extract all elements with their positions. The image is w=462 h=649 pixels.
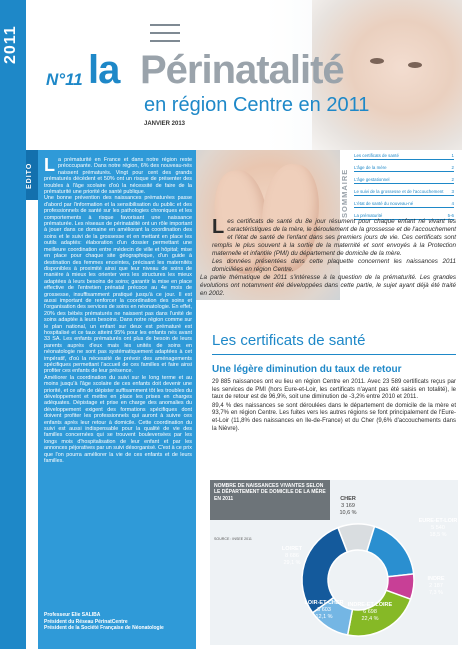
sommaire-label: SOMMAIRE (340, 168, 349, 218)
section-divider (212, 354, 456, 355)
baby-eye-right (408, 62, 422, 68)
intro-paragraph-1 (212, 218, 456, 258)
pie-label-indre-et-loire-name: INDRE-ET-LOIRE (347, 602, 393, 608)
chart-title: NOMBRE DE NAISSANCES VIVANTES SELON LE DÉPARTEMENT DE DOMICILE DE LA MÈRE EN 2011 (210, 480, 330, 520)
left-stripe (0, 0, 26, 649)
sommaire-item-label: L'âge gestationnel (354, 177, 390, 182)
sommaire-item-page: 4 (451, 201, 454, 206)
pie-label-loiret-percent: 29,1 % (283, 560, 301, 566)
pie-label-indre-name: INDRE (427, 576, 445, 582)
pie-label-loir-et-cher-percent: 12,1 % (315, 614, 333, 620)
sommaire-item-page: 2 (451, 177, 454, 182)
pie-label-cher-count: 3 169 (341, 503, 355, 509)
pie-label-loir-et-cher-count: 3 603 (317, 607, 331, 613)
sommaire-item-page: 1 (451, 153, 454, 158)
edito-dropcap: L (44, 155, 55, 175)
sommaire-item[interactable] (354, 172, 454, 184)
sommaire-item-page: 5-6 (447, 213, 454, 218)
edito-paragraph-3: Améliorer la coordination du suivi sur le long terme et au moins jusqu'à l'âge scolaire de ces enfants doit devenir une priorité, et ce afin de dépister suffisamment tôt les troubles du développement et mettre en place les prises en charges adéquates. Dépistage et prise en charge des anomalies du développement exigent des formations spécifiques dont doivent profiter les professionnels qui auront à suivre ces enfants après leur retour à domicile. Cette coordination du suivi est aussi indispensable pour la qualité de vie des familles concernées qui se trouvent bouleversées par les longs mois d'hospitalisation de leur enfant et par les annonces péjoratives par un suivi désorganisé. C'est à ce prix que l'on pourra améliorer la vie de ces enfants et de leurs familles. (44, 374, 192, 465)
sommaire-item[interactable] (354, 196, 454, 208)
section-body (212, 379, 456, 434)
section-paragraph-1: 29 885 naissances ont eu lieu en région Centre en 2011. Avec 23 589 certificats reçus par les services de PMI (hors Eure-et-Loir, les certificats n'ayant pas été saisis en totalité), le taux de retour est de 96,9%, soit une diminution de -3,2% entre 2010 et 2011. (212, 379, 456, 401)
edito-paragraph-2: Une bonne prévention des naissances prématurées passe d'abord par l'information et la sensibilisation du public et des professionnels de santé sur les pathologies chroniques et les comportements à risque favorisant une naissance prématurée. Les réseaux de périnatalité ont un rôle important à jouer dans ce domaine en améliorant la coordination des soins et le suivi de la grossesse et en mettant en place les outils adaptés: élaboration d'un dossier permettant une meilleure coordination entre médecin de ville et hôpital; mise en place pour chaque site géographique, d'un guide à destination des femmes enceintes, précisant les maternités disponibles à proximité ainsi que leur niveau de soins de manière à mieux les orienter vers les structures les mieux adaptées à leurs besoins de soins; garantir la mise en place effective de l'entretien prénatal précoce au 4e mois de grossesse, insuffisamment pratiqué jusqu'à ce jour. Il est aussi important de renforcer la coordination des soins et l'organisation des services de soins en néonatologie. En effet, 20% des bébés prématurés ne naissent pas dans l'unité de soins adaptée à leurs besoins. Dans notre région comme sur le plan national, un enfant sur deux est prématuré est hospitalisé et ce taux atteint 95% pour les enfants nés avant 33 SA. Les enfants prématurés ont plus de besoin de leurs parents auprès d'eux mais les unités de soins en néonatologie ne sont pas systématiquement adaptées à cet impératif, d'où la nécessité de prévoir des aménagements spécifiques permettant l'accueil de ces familles et faire ainsi profiter ces enfants de leur présence. (44, 195, 192, 375)
edito-signature (44, 612, 194, 632)
pie-label-cher-percent: 10,6 % (339, 510, 357, 516)
sommaire-list (354, 148, 454, 220)
sommaire-item[interactable] (354, 160, 454, 172)
pie-slice-eure-et-loir (367, 526, 414, 576)
baby-eye-left (370, 58, 384, 64)
sommaire-item[interactable] (354, 184, 454, 196)
sommaire-item[interactable] (354, 148, 454, 160)
pie-label-cher-name: CHER (340, 496, 356, 502)
pie-label-eure-et-loir-count: 5 540 (431, 525, 445, 531)
births-chart (210, 480, 458, 645)
sommaire-item-label: Le suivi de la grossesse et de l'accouchement (354, 189, 444, 194)
intro-paragraph-3: La partie thématique de 2011 s'intéresse à la question de la prématurité. Les grandes évolutions ont notamment été développées dans cette partie, le sujet ayant déjà été traité en 2002. (200, 274, 456, 297)
sommaire-item-page: 3 (451, 189, 454, 194)
pie-label-indre-et-loire-percent: 22,4 % (361, 616, 379, 622)
chart-source: SOURCE : INSEE 2011 (214, 537, 252, 541)
intro-dropcap: L (212, 216, 225, 238)
pie-slice-indre-et-loire (348, 590, 411, 636)
edito-paragraph-1: a prématurité en France et dans notre région reste préoccupante. Dans notre région, 6% des nouveau-nés naissent prématurés. Vingt pour cent des grands prématurés décèdent et 50% ont un risque de présenter des troubles à l'âge scolaire d'où la nécessité de faire de la prématurité une priorité de santé publique. (44, 157, 192, 196)
edito-label: EDITO (26, 162, 33, 190)
page-subtitle: en région Centre en 2011 (144, 94, 370, 116)
pie-label-indre-et-loire-count: 6 698 (363, 609, 377, 615)
pie-label-eure-et-loir-name: EURE-ET-LOIR (418, 518, 458, 524)
sommaire-item-label: La prématurité (354, 213, 383, 218)
pie-chart (210, 480, 458, 645)
issue-number: N°11 (46, 70, 83, 89)
signature-role-2: Président de la Société Française de Néonatologie (44, 625, 164, 631)
signature-name: Professeur Elie SALIBA (44, 612, 101, 618)
section-title: Les certificats de santé (212, 332, 366, 349)
decorative-lines (150, 24, 180, 48)
pie-label-loiret-count: 8 686 (285, 553, 299, 559)
publication-date: JANVIER 2013 (144, 121, 186, 127)
intro-text (200, 216, 456, 298)
intro-paragraph-2: Les données présentées dans cette plaquette concernent les naissances 2011 domiciliées en région Centre. (212, 258, 456, 273)
title-la: la (88, 48, 120, 92)
intro-paragraph-1-text: es certificats de santé du 8e jour résument pour chaque enfant né vivant les caractéristiques de la mère, le déroulement de la grossesse et de l'accouchement et l'état de santé de l'enfant dans ses premiers jours de vie. Ces certificats sont remplis le plus souvent à la sortie de la maternité et sont envoyés à la Protection maternelle et infantile (PMI) du département de domicile de la mère. (212, 218, 456, 257)
pie-label-loir-et-cher-name: LOIR-ET-CHER (304, 600, 344, 606)
pie-label-eure-et-loir-percent: 18,5 % (429, 532, 447, 538)
pie-label-indre-count: 2 187 (429, 583, 443, 589)
sommaire-item-label: L'état de santé du nouveau-né (354, 201, 414, 206)
signature-role-1: Président du Réseau PérinatCentre (44, 618, 128, 625)
sommaire-item-page: 2 (451, 165, 454, 170)
pie-label-indre-percent: 7,3 % (428, 590, 444, 596)
page-title: Périnatalité (140, 48, 344, 92)
year-label: 2011 (2, 25, 19, 65)
pie-label-loiret-name: LOIRET (281, 546, 303, 552)
edito-paragraph (44, 157, 192, 195)
section-paragraph-2: 89,4 % des naissances se sont déroulées dans le département de domicile de la mère et 93,7% en région Centre. Les fuites vers les autres régions se font principalement de l'Eure-et-Loir (11,8% des naissances en Ile-de-France) et du Cher (9,6% d'accouchements dans la Nièvre). (212, 402, 456, 432)
sommaire-item-label: Les certificats de santé (354, 153, 399, 158)
sommaire-item-label: L'âge de la mère (354, 165, 387, 170)
edito-text (44, 157, 192, 465)
section-subtitle: Une légère diminution du taux de retour (212, 364, 402, 375)
